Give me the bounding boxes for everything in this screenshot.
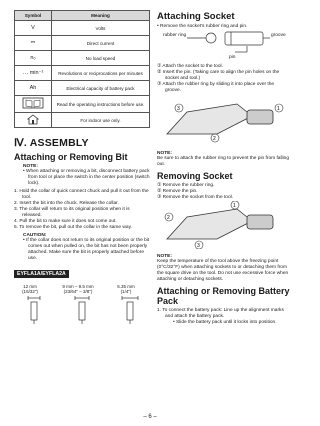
symbol-cell: Ah [15,81,52,96]
list-item: 1. To connect the battery pack: Line up the alignment marks and attach the battery pack. [157,308,284,319]
page-number: – 6 – [143,414,157,420]
caution-heading: CAUTION: [23,233,47,238]
meaning-cell: Revolutions or reciprocations per minutes [52,66,150,81]
list-item: ② Insert the pin. (Taking care to align the pin holes on the socket and tool.) [157,70,280,81]
bit-diagram [14,296,150,324]
socket-figure [157,30,290,64]
list-item: ③ Remove the socket from the tool. [157,195,234,200]
pin-label: pin [229,55,236,60]
bit-size-item: 6.35 mm (1/4") [117,284,135,294]
svg-text:1: 1 [277,106,280,112]
bit-size-figure [14,280,150,326]
subsection-title: Attaching or Removing Battery Pack [157,286,290,306]
list-item: ① Remove the rubber ring. [157,183,215,188]
subsection-title: Removing Socket [157,171,233,181]
meaning-cell: Direct current [52,36,150,51]
symbol-column-header: Symbol [15,11,52,21]
note-text: • When attaching or removing a bit, disconnect battery pack from tool or place the switch in the center position (switch lock). [23,169,150,186]
list-item: ② Remove the pin. [157,189,198,194]
symbol-table [14,10,150,128]
right-column [157,10,290,326]
bit-size-item: 9 mm – 9.5 mm (23/64" – 3/8") [62,284,94,294]
list-item: ① Attach the socket to the tool. [157,64,223,69]
svg-text:2: 2 [213,136,216,142]
symbol-table-header [15,11,150,21]
note-text: Be sure to attach the rubber ring to prevent the pin from falling out. [157,156,289,167]
symbol-cell [15,96,52,113]
table-row [15,66,150,81]
subsection-title: Attaching or Removing Bit [14,152,128,162]
tool-attach-figure [157,94,290,146]
caution-text: • If the collar does not return to its original position or the bit comes out when pulled on, the bit has not been properly attached. Make sure the bit is properly attached before use. [23,238,150,261]
socket-diagram [157,30,290,64]
svg-text:3: 3 [177,106,180,112]
symbol-cell [15,113,52,128]
symbol-cell: ⎓ [15,36,52,51]
note-heading: NOTE: [23,164,38,169]
symbol-cell: … min⁻¹ [15,66,52,81]
meaning-cell: Volts [52,21,150,36]
table-row [15,96,150,113]
model-banner: EYFLA1A/EYFLA2A [14,270,69,278]
meaning-column-header: Meaning [52,11,150,21]
groove-label: groove [271,33,286,38]
tool-remove-figure [157,201,290,249]
svg-text:2: 2 [167,215,170,221]
meaning-cell: Electrical capacity of battery pack [52,81,150,96]
note-heading: NOTE: [157,254,172,259]
meaning-cell: No load speed [52,51,150,66]
list-item: 5. To remove the bit, pull out the collar in the same way. [14,225,132,230]
bullet-item: • Slide the battery pack until it locks into position. [173,320,277,325]
list-item: 3. The collar will return to its original position when it is released. [14,207,130,218]
symbol-cell: V [15,21,52,36]
remove-steps [157,183,290,201]
bit-size-item: 12 mm (15/32") [22,284,38,294]
indoor-use-icon [27,114,39,125]
list-item: 4. Pull the bit to make sure it does not come out. [14,219,117,224]
attach-steps [157,64,290,94]
bit-steps [14,189,150,231]
meaning-cell: For indoor use only. [52,113,150,128]
symbol-cell: n₀ [15,51,52,66]
note-text: Keep the temperature of the tool above the freezing point (0°C/32°F) when attaching sockets to or detaching them from the square drive on the tool. Do not use excessive force when attaching or detaching sockets. [157,259,289,282]
svg-text:1: 1 [233,203,236,209]
read-manual-icon [22,97,44,109]
table-row [15,51,150,66]
table-row [15,36,150,51]
list-item: ③ Attach the rubber ring by sliding it into place over the groove. [157,82,275,93]
list-item: 2. Insert the bit into the chuck. Release the collar. [14,201,119,206]
table-row [15,21,150,36]
rubber-ring-label: rubber ring [163,33,187,38]
subsection-title: Attaching Socket [157,11,235,22]
left-column [14,10,150,326]
note-heading: NOTE: [157,151,172,156]
list-item: 1. Hold the collar of quick connect chuck and pull it out from the tool. [14,189,149,200]
table-row [15,81,150,96]
section-title: Ⅳ. ASSEMBLY [14,137,89,149]
intro-text: • Remove the socket's rubber ring and pin. [157,24,248,29]
meaning-cell: Read the operating instructions before use. [52,96,150,113]
svg-text:3: 3 [197,243,200,249]
table-row [15,113,150,128]
